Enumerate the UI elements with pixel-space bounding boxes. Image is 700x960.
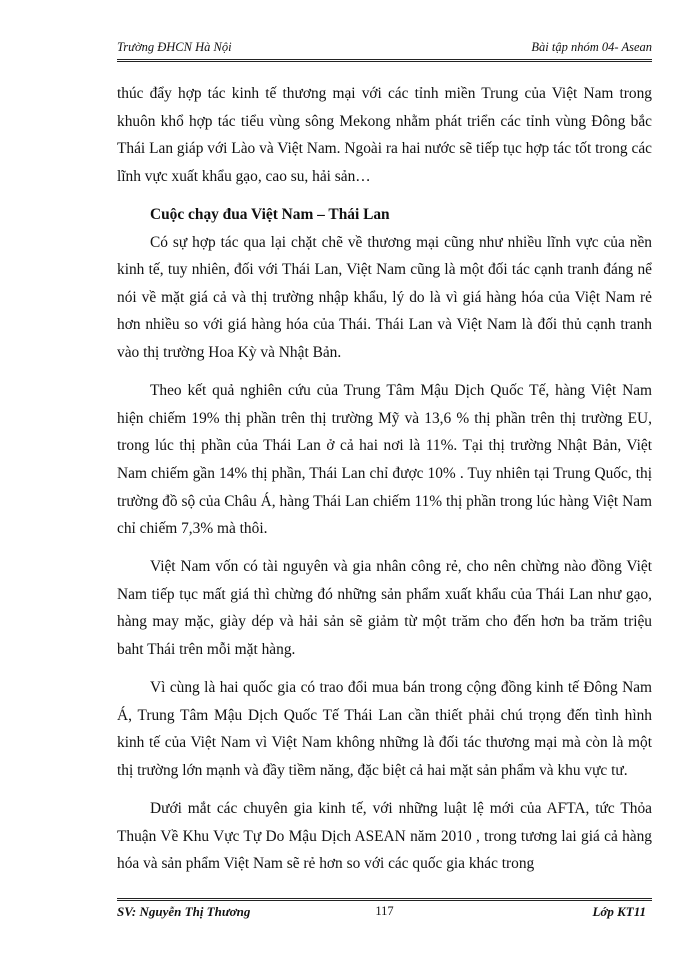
paragraph-afta: Dưới mắt các chuyên gia kinh tế, với những luật lệ mới của AFTA, tức Thỏa Thuận Về Khu Vực Tự Do Mậu Dịch ASEAN năm 2010 , trong tương lai giá cả hàng hóa và sản phẩm Việt Nam sẽ rẻ hơn so với các quốc gia khác trong: [117, 800, 652, 873]
page-number: 117: [375, 904, 394, 918]
paragraph-continuation: thúc đẩy hợp tác kinh tế thương mại với các tỉnh miền Trung của Việt Nam trong khuôn khổ hợp tác tiểu vùng sông Mekong nhằm phát triển các tỉnh vùng Đông bắc Thái Lan giáp với Lào và Việt Nam. Ngoài ra hai nước sẽ tiếp tục hợp tác tốt trong các lĩnh vực xuất khẩu gạo, cao su, hải sản…: [117, 85, 652, 185]
paragraph-competition: Có sự hợp tác qua lại chặt chẽ về thương mại cũng như nhiều lĩnh vực của nền kinh tế, tuy nhiên, đối với Thái Lan, Việt Nam cũng là một đối tác cạnh tranh đáng nể nói về mặt giá cả và thị trường nhập khẩu, lý do là vì giá hàng hóa của Việt Nam rẻ hơn nhiều so với giá hàng hóa của Thái. Thái Lan và Việt Nam là đối thủ cạnh tranh vào thị trường Hoa Kỳ và Nhật Bản.: [117, 233, 652, 361]
header-school-name: Trường ĐHCN Hà Nội: [117, 40, 232, 54]
paragraph-market-share: Theo kết quả nghiên cứu của Trung Tâm Mậu Dịch Quốc Tế, hàng Việt Nam hiện chiếm 19% thị phần trên thị trường Mỹ và 13,6 % thị phần trên thị trường EU, trong lúc thị phần của Thái Lan ở cả hai nơi là 11%. Tại thị trường Nhật Bản, Việt Nam chiếm gần 14% thị phần, Thái Lan chỉ được 10% . Tuy nhiên tại Trung Quốc, thị trường đồ sộ của Châu Á, hàng Thái Lan chiếm 11% thị phần trong lúc hàng Việt Nam chỉ chiếm 7,3% mà thôi.: [117, 382, 652, 538]
paragraph-resources: Việt Nam vốn có tài nguyên và gia nhân công rẻ, cho nên chừng nào đồng Việt Nam tiếp tục mất giá thì chừng đó những sản phẩm xuất khẩu của Thái Lan như gạo, hàng may mặc, giày dép và hải sản sẽ giảm từ một trăm cho đến hơn ba trăm triệu baht Thái trên mỗi mặt hàng.: [117, 558, 652, 659]
footer-class-name: Lớp KT11: [592, 904, 646, 919]
section-heading: Cuộc chạy đua Việt Nam – Thái Lan: [150, 205, 390, 223]
header-assignment-title: Bài tập nhóm 04- Asean: [531, 40, 652, 54]
footer-student-name: SV: Nguyễn Thị Thương: [117, 904, 251, 919]
document-body: [117, 80, 652, 889]
header-divider: [117, 59, 652, 62]
page-header: [117, 38, 652, 62]
page-footer: [117, 898, 652, 922]
footer-divider: [117, 898, 652, 901]
paragraph-trade-center: Vì cùng là hai quốc gia có trao đổi mua bán trong cộng đồng kinh tế Đông Nam Á, Trung Tâm Mậu Dịch Quốc Tế Thái Lan cần thiết phải chú trọng đến tình hình kinh tế của Việt Nam vì Việt Nam không những là đối tác thương mại mà còn là một thị trường lớn mạnh và đầy tiềm năng, đặc biệt cả hai mặt sản phẩm và khu vực tư.: [117, 679, 652, 780]
